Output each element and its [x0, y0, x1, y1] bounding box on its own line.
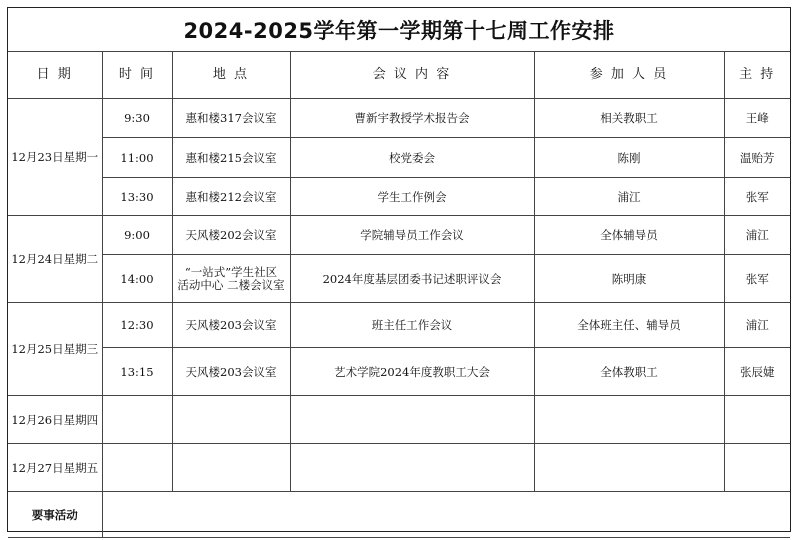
- time-cell: 12:30: [102, 303, 172, 348]
- host-cell: 温贻芳: [724, 138, 790, 178]
- place-cell: 天风楼202会议室: [172, 216, 290, 255]
- time-cell: 9:30: [102, 99, 172, 138]
- page-title: 2024-2025学年第一学期第十七周工作安排: [8, 8, 790, 52]
- header-date: 日 期: [8, 52, 102, 99]
- content-cell: 班主任工作会议: [290, 303, 534, 348]
- header-people: 参 加 人 员: [534, 52, 724, 99]
- important-content: [102, 492, 790, 538]
- host-cell: 张辰婕: [724, 348, 790, 396]
- table-row: [8, 492, 790, 538]
- place-line: “一站式”学生社区: [184, 264, 278, 279]
- time-cell: [102, 444, 172, 492]
- table-row: [8, 444, 790, 492]
- table-row: [8, 178, 790, 216]
- table-row: [8, 255, 790, 303]
- people-cell: 全体辅导员: [534, 216, 724, 255]
- place-cell: 天风楼203会议室: [172, 303, 290, 348]
- host-cell: 张军: [724, 178, 790, 216]
- content-cell: [290, 444, 534, 492]
- people-cell: [534, 396, 724, 444]
- date-cell: 12月24日星期二: [8, 216, 102, 303]
- time-cell: 11:00: [102, 138, 172, 178]
- place-cell: 惠和楼215会议室: [172, 138, 290, 178]
- people-cell: 陈明康: [534, 255, 724, 303]
- date-cell: 12月27日星期五: [8, 444, 102, 492]
- people-cell: 浦江: [534, 178, 724, 216]
- content-cell: [290, 396, 534, 444]
- content-cell: 艺术学院2024年度教职工大会: [290, 348, 534, 396]
- table-row: [8, 303, 790, 348]
- time-cell: 9:00: [102, 216, 172, 255]
- place-cell: [172, 444, 290, 492]
- content-cell: 学院辅导员工作会议: [290, 216, 534, 255]
- place-cell: 天风楼203会议室: [172, 348, 290, 396]
- people-cell: 全体教职工: [534, 348, 724, 396]
- place-cell: 惠和楼317会议室: [172, 99, 290, 138]
- table-row: [8, 216, 790, 255]
- host-cell: 浦江: [724, 303, 790, 348]
- time-cell: 13:15: [102, 348, 172, 396]
- header-host: 主 持: [724, 52, 790, 99]
- date-cell: 12月25日星期三: [8, 303, 102, 396]
- header-place: 地 点: [172, 52, 290, 99]
- schedule-table: [8, 51, 790, 538]
- time-cell: 14:00: [102, 255, 172, 303]
- host-cell: [724, 444, 790, 492]
- time-cell: [102, 396, 172, 444]
- table-row: [8, 348, 790, 396]
- host-cell: 张军: [724, 255, 790, 303]
- place-cell: 惠和楼212会议室: [172, 178, 290, 216]
- header-row: [8, 52, 790, 99]
- host-cell: 王峰: [724, 99, 790, 138]
- date-cell: 12月23日星期一: [8, 99, 102, 216]
- content-cell: 学生工作例会: [290, 178, 534, 216]
- schedule-sheet: [7, 7, 791, 532]
- place-cell: [172, 396, 290, 444]
- place-line: 活动中心 二楼会议室: [177, 277, 285, 292]
- content-cell: 2024年度基层团委书记述职评议会: [290, 255, 534, 303]
- table-row: [8, 396, 790, 444]
- content-cell: 校党委会: [290, 138, 534, 178]
- table-row: [8, 138, 790, 178]
- content-cell: 曹新宇教授学术报告会: [290, 99, 534, 138]
- place-cell: [172, 255, 290, 303]
- header-content: 会 议 内 容: [290, 52, 534, 99]
- table-row: [8, 99, 790, 138]
- header-time: 时 间: [102, 52, 172, 99]
- time-cell: 13:30: [102, 178, 172, 216]
- date-cell: 12月26日星期四: [8, 396, 102, 444]
- people-cell: [534, 444, 724, 492]
- host-cell: [724, 396, 790, 444]
- people-cell: 陈刚: [534, 138, 724, 178]
- host-cell: 浦江: [724, 216, 790, 255]
- people-cell: 全体班主任、辅导员: [534, 303, 724, 348]
- people-cell: 相关教职工: [534, 99, 724, 138]
- important-label: 要事活动: [8, 492, 102, 538]
